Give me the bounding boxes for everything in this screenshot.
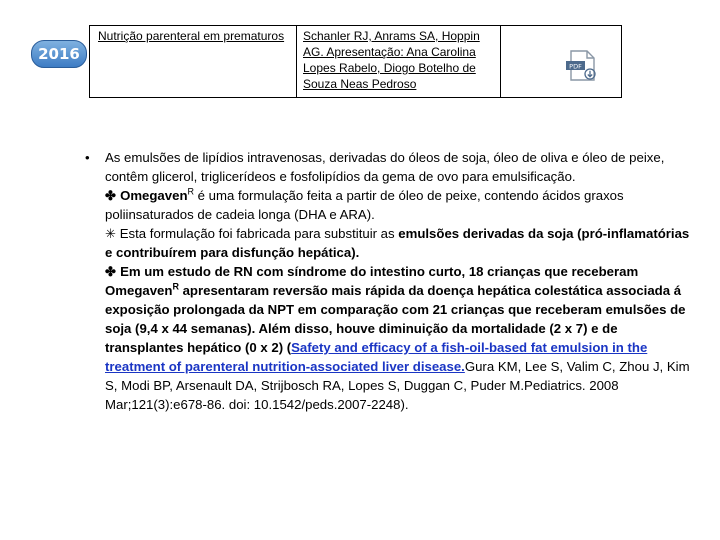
star-icon: ✳: [105, 226, 117, 241]
registered-mark: R: [187, 186, 194, 197]
study-text: Em um estudo de RN com síndrome do intestino curto, 18 crianças que receberam Omegaven: [105, 264, 639, 298]
clover-icon: ✤: [105, 264, 117, 279]
paragraph-text: Esta formulação foi fabricada para substituir as: [116, 226, 399, 241]
bullet-icon: •: [85, 150, 90, 165]
paragraph-omegaven: [85, 186, 695, 224]
article-link[interactable]: Safety and efficacy of a fish-oil-based fat emulsion in the treatment of parenteral nutrition-associated liver disease.: [105, 340, 648, 374]
pdf-download-icon[interactable]: [566, 49, 600, 83]
title-cell: [90, 26, 297, 98]
pdf-label: PDF: [569, 62, 582, 71]
reference-table: [89, 25, 622, 98]
study-text-continued: apresentaram reversão mais rápida da doença hepática colestática associada á exposição prolongada da NPT em comparação com 21 crianças que receberam emulsões de soja (9,4 x 44 semanas). Além disso, houve diminuição da mortalidade (2 x 7) e de transplantes hepático (0 x 2) (: [105, 283, 686, 355]
year-badge: 2016: [31, 40, 87, 68]
registered-mark: R: [172, 281, 179, 292]
paragraph-study: [85, 262, 695, 414]
paragraph-emphasis: emulsões derivadas da soja (pró-inflamatórias e contribuírem para disfunção hepática).: [105, 226, 690, 260]
paragraph-text: As emulsões de lipídios intravenosas, derivadas do óleos de soja, óleo de oliva e óleo de peixe, contêm glicerol, triglicerídeos e fosfolipídios da gema de ovo para emulsificação.: [105, 150, 665, 184]
file-cell: [501, 26, 622, 98]
main-content: [85, 148, 695, 414]
omegaven-label: Omegaven: [120, 188, 188, 203]
title-link[interactable]: Nutrição parenteral em prematuros: [98, 29, 285, 43]
citation-text: Gura KM, Lee S, Valim C, Zhou J, Kim S, Modi BP, Arsenault DA, Strijbosch RA, Lopes S, Duggan C, Puder M.Pediatrics. 2008 Mar;121(3):e678-86. doi: 10.1542/peds.2007-2248).: [105, 359, 690, 412]
authors-cell: [297, 26, 501, 98]
paragraph-text: é uma formulação feita a partir de óleo de peixe, contendo ácidos graxos poliinsaturados de cadeia longa (DHA e ARA).: [105, 188, 624, 222]
paragraph-emulsions: [85, 148, 695, 186]
paragraph-formulation: [85, 224, 695, 262]
authors-link[interactable]: Schanler RJ, Anrams SA, Hoppin AG. Apresentação: Ana Carolina Lopes Rabelo, Diogo Botelho de Souza Neas Pedroso: [303, 29, 480, 91]
clover-icon: ✤: [105, 188, 117, 203]
